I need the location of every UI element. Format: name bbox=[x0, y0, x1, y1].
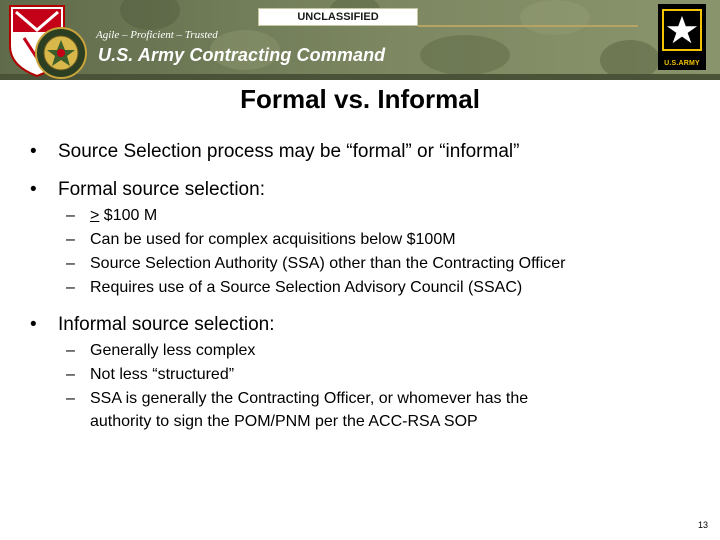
dash-icon: – bbox=[66, 279, 75, 296]
sub-bullet-item bbox=[66, 342, 255, 360]
sub-bullet-text: Generally less complex bbox=[90, 342, 256, 359]
dash-icon: – bbox=[66, 342, 75, 359]
dash-icon: – bbox=[66, 255, 75, 272]
dash-icon: – bbox=[66, 366, 75, 383]
tagline: Agile – Proficient – Trusted bbox=[96, 29, 218, 41]
greater-equal-symbol: > bbox=[90, 207, 100, 224]
sub-bullet-text: Can be used for complex acquisitions below $100M bbox=[90, 231, 456, 248]
bullet-text: Informal source selection: bbox=[58, 314, 275, 335]
bullet-item bbox=[30, 141, 519, 163]
army-star-icon bbox=[658, 4, 706, 56]
sub-bullet-text: Not less “structured” bbox=[90, 366, 235, 383]
sub-bullet-item bbox=[66, 207, 157, 225]
sub-bullet-item bbox=[66, 231, 456, 249]
sub-bullet-item bbox=[66, 279, 522, 297]
unit-crest-seal-icon bbox=[34, 26, 88, 80]
army-logo-text: U.S.ARMY bbox=[664, 60, 700, 67]
sub-bullet-item bbox=[66, 366, 234, 384]
bullet-icon: • bbox=[30, 179, 37, 200]
army-star-logo bbox=[658, 4, 706, 70]
slide-title: Formal vs. Informal bbox=[240, 84, 480, 114]
sub-bullet-text: Requires use of a Source Selection Advisory Council (SSAC) bbox=[90, 279, 523, 296]
sub-bullet-text: SSA is generally the Contracting Officer, or whomever has the bbox=[90, 390, 529, 407]
bullet-item bbox=[30, 314, 275, 336]
page-number: 13 bbox=[697, 520, 708, 530]
bullet-text: Formal source selection: bbox=[58, 179, 265, 200]
sub-bullet-item bbox=[66, 255, 566, 273]
command-name: U.S. Army Contracting Command bbox=[98, 45, 386, 65]
classification-underline bbox=[418, 25, 638, 27]
classification-label: UNCLASSIFIED bbox=[258, 8, 418, 26]
bullet-icon: • bbox=[30, 141, 37, 162]
dash-icon: – bbox=[66, 390, 75, 407]
sub-bullet-text: $100 M bbox=[99, 207, 158, 224]
banner-stripe bbox=[0, 74, 720, 80]
dash-icon: – bbox=[66, 207, 75, 224]
bullet-text: Source Selection process may be “formal” or “informal” bbox=[58, 141, 520, 162]
bullet-icon: • bbox=[30, 314, 37, 335]
sub-bullet-text: Source Selection Authority (SSA) other than the Contracting Officer bbox=[90, 255, 566, 272]
sub-bullet-item bbox=[66, 390, 528, 408]
dash-icon: – bbox=[66, 231, 75, 248]
sub-bullet-continuation: authority to sign the POM/PNM per the ACC-RSA SOP bbox=[90, 413, 478, 430]
bullet-item bbox=[30, 179, 265, 201]
